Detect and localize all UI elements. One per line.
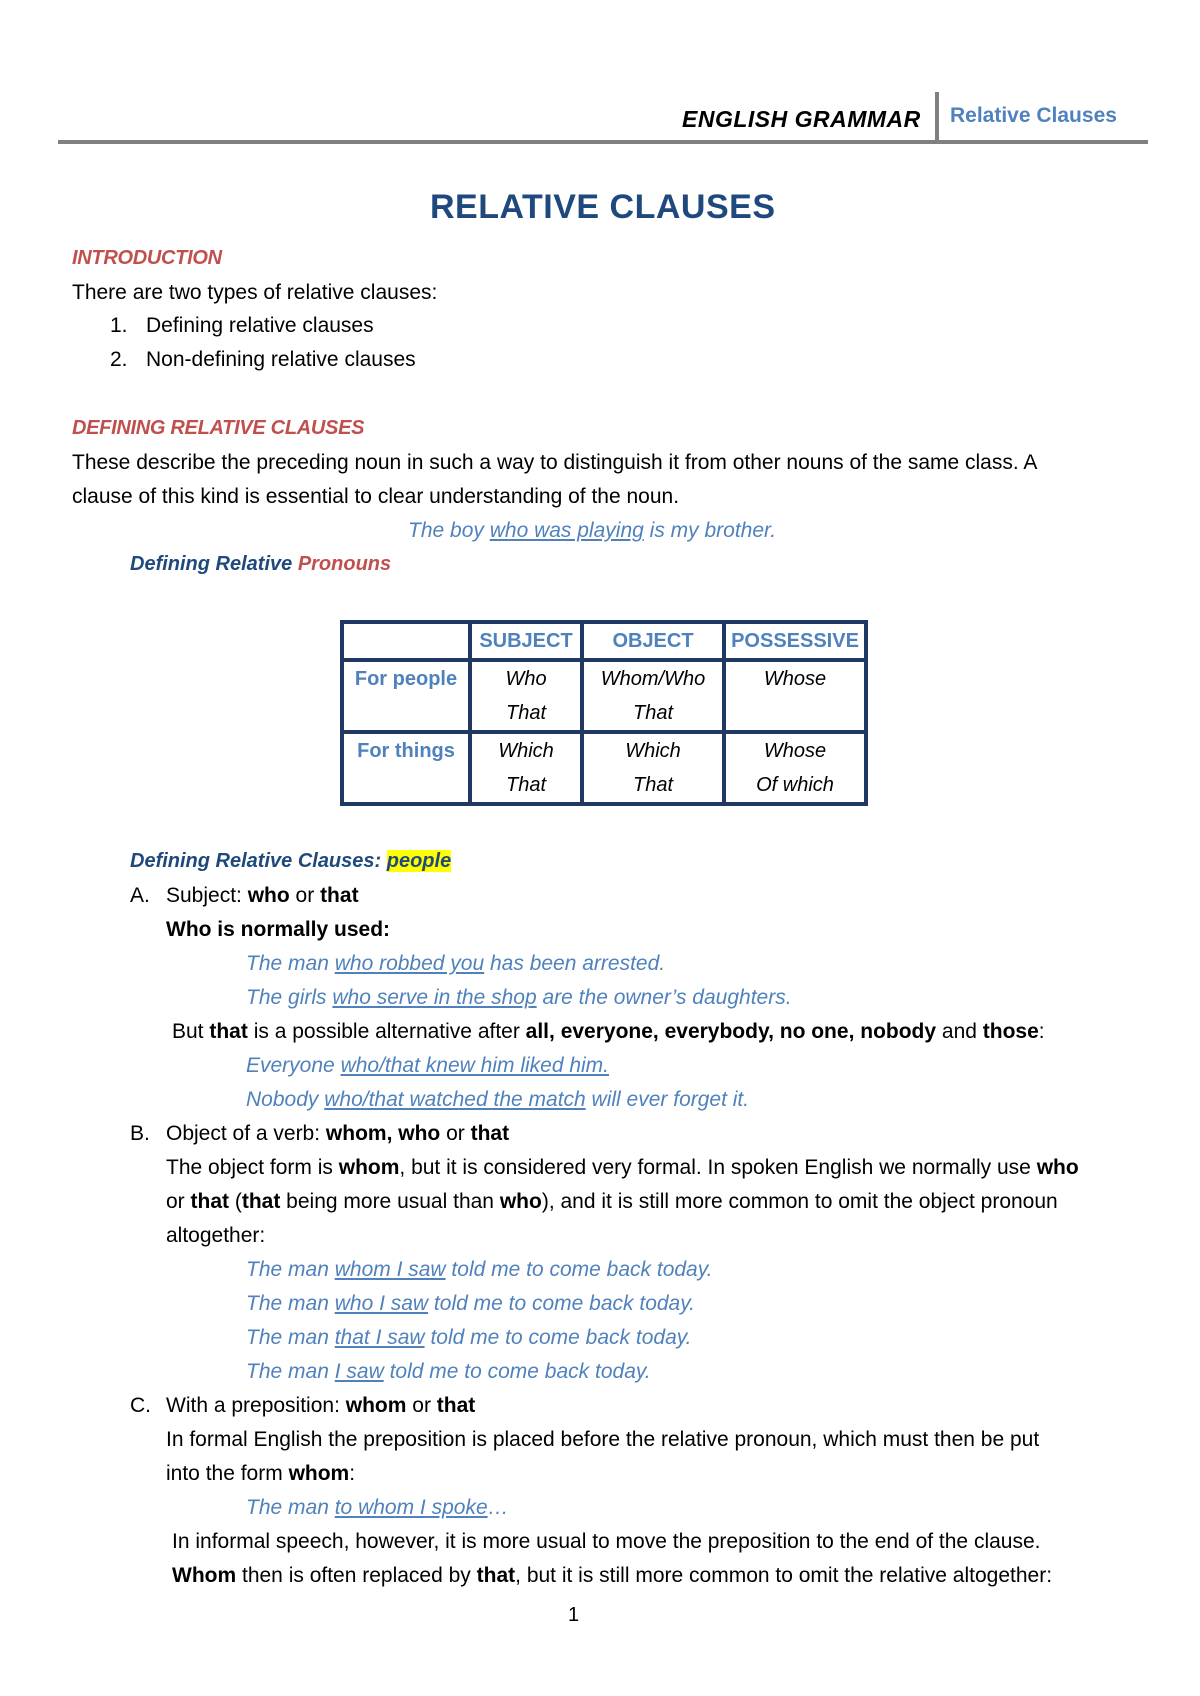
section-a-letter: A. xyxy=(130,884,150,907)
cell-things-possessive: Whose Of which xyxy=(724,732,866,804)
section-b-example-2: The man who I saw told me to come back today. xyxy=(246,1292,696,1315)
page-title: RELATIVE CLAUSES xyxy=(430,188,776,226)
section-a-example-1: The man who robbed you has been arrested. xyxy=(246,952,666,975)
intro-item-2: Non-defining relative clauses xyxy=(146,348,416,371)
intro-item-1-num: 1. xyxy=(110,314,128,337)
section-b-example-1: The man whom I saw told me to come back today. xyxy=(246,1258,713,1281)
table-header-subject: SUBJECT xyxy=(470,622,582,660)
cell-things-object: Which That xyxy=(582,732,724,804)
intro-text: There are two types of relative clauses: xyxy=(72,281,438,304)
section-a-line: Who is normally used: xyxy=(166,918,391,941)
section-c-line1: In formal English the preposition is placed before the relative pronoun, which must then be put xyxy=(166,1428,1040,1451)
section-b-line1: The object form is whom, but it is considered very formal. In spoken English we normally use who xyxy=(166,1156,1079,1179)
defining-example: The boy who was playing is my brother. xyxy=(408,519,777,542)
section-c-example-1: The man to whom I spoke… xyxy=(246,1496,509,1519)
cell-people-subject: Who That xyxy=(470,660,582,732)
cell-people-possessive: Whose xyxy=(724,660,866,732)
section-a-but: But that is a possible alternative after all, everyone, everybody, no one, nobody and those: xyxy=(172,1020,1045,1043)
section-b-line3: altogether: xyxy=(166,1224,266,1247)
section-a-example-4: Nobody who/that watched the match will ever forget it. xyxy=(246,1088,750,1111)
intro-item-2-num: 2. xyxy=(110,348,128,371)
section-b-title: Object of a verb: whom, who or that xyxy=(166,1122,510,1145)
section-c-line3: In informal speech, however, it is more usual to move the preposition to the end of the clause. xyxy=(172,1530,1041,1553)
section-c-line2: into the form whom: xyxy=(166,1462,356,1485)
section-c-letter: C. xyxy=(130,1394,151,1417)
header-divider-vertical xyxy=(935,92,939,140)
table-header-possessive: POSSESSIVE xyxy=(724,622,866,660)
defining-text-line2: clause of this kind is essential to clear understanding of the noun. xyxy=(72,485,680,508)
section-b-example-4: The man I saw told me to come back today. xyxy=(246,1360,651,1383)
intro-heading: INTRODUCTION xyxy=(72,247,222,269)
table-row xyxy=(342,660,866,732)
section-c-title: With a preposition: whom or that xyxy=(166,1394,476,1417)
intro-item-1: Defining relative clauses xyxy=(146,314,374,337)
section-a-example-3: Everyone who/that knew him liked him. xyxy=(246,1054,610,1077)
page-number: 1 xyxy=(568,1604,580,1626)
table-header-row xyxy=(342,622,866,660)
cell-things-subject: Which That xyxy=(470,732,582,804)
header-right: Relative Clauses xyxy=(950,104,1117,127)
table-header-object: OBJECT xyxy=(582,622,724,660)
cell-people-object: Whom/Who That xyxy=(582,660,724,732)
table-header-empty xyxy=(342,622,470,660)
section-a-example-2: The girls who serve in the shop are the owner’s daughters. xyxy=(246,986,792,1009)
people-heading: Defining Relative Clauses: people xyxy=(130,850,452,872)
section-b-letter: B. xyxy=(130,1122,150,1145)
section-c-line4: Whom then is often replaced by that, but it is still more common to omit the relative altogether: xyxy=(172,1564,1053,1587)
section-b-line2: or that (that being more usual than who), and it is still more common to omit the object pronoun xyxy=(166,1190,1058,1213)
row-label-things: For things xyxy=(342,732,470,804)
pronoun-table xyxy=(340,620,868,806)
defining-text-line1: These describe the preceding noun in such a way to distinguish it from other nouns of the same class. A xyxy=(72,451,1038,474)
section-b-example-3: The man that I saw told me to come back today. xyxy=(246,1326,692,1349)
defining-heading: DEFINING RELATIVE CLAUSES xyxy=(72,417,365,439)
header-left: ENGLISH GRAMMAR xyxy=(682,106,921,132)
row-label-people: For people xyxy=(342,660,470,732)
header-rule xyxy=(58,140,1148,144)
section-a-title: Subject: who or that xyxy=(166,884,359,907)
pronouns-heading: Defining Relative Pronouns xyxy=(130,553,392,575)
table-row xyxy=(342,732,866,804)
